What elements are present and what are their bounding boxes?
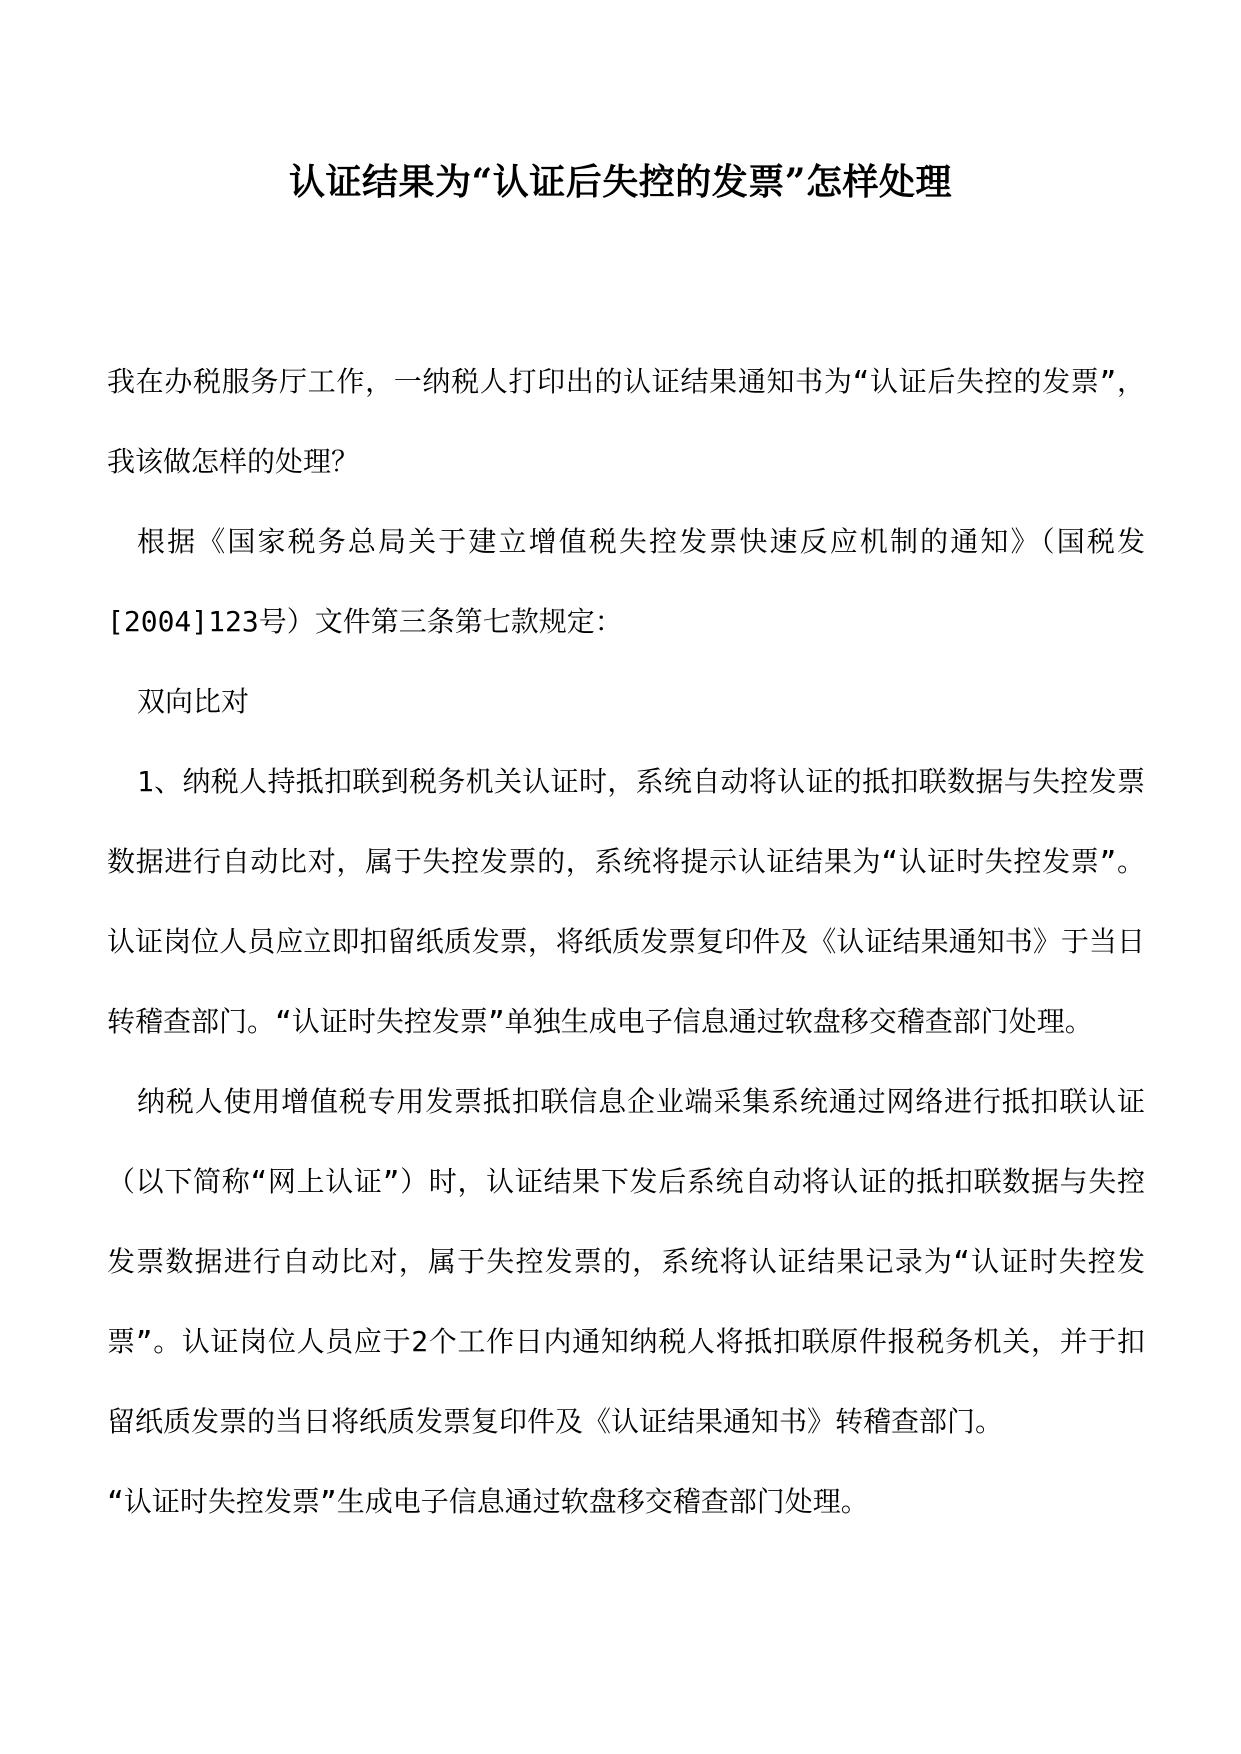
document-title: 认证结果为“认证后失控的发票”怎样处理 (289, 161, 952, 203)
document-body (107, 342, 1145, 1542)
paragraph-online-certification: 纳税人使用增值税专用发票抵扣联信息企业端采集系统通过网络进行抵扣联认证（以下简称“网上认证”）时，认证结果下发后系统自动将认证的抵扣联数据与失控发票数据进行自动比对，属于失控发票的，系统将认证结果记录为“认证时失控发票”。认证岗位人员应于2个工作日内通知纳税人将抵扣联原件报税务机关，并于扣留纸质发票的当日将纸质发票复印件及《认证结果通知书》转稽查部门。 (107, 1085, 1145, 1438)
paragraph-item-1: 1、纳税人持抵扣联到税务机关认证时，系统自动将认证的抵扣联数据与失控发票数据进行自动比对，属于失控发票的，系统将提示认证结果为“认证时失控发票”。认证岗位人员应立即扣留纸质发票，将纸质发票复印件及《认证结果通知书》于当日转稽查部门。“认证时失控发票”单独生成电子信息通过软盘移交稽查部门处理。 (107, 765, 1145, 1038)
paragraph-closing: “认证时失控发票”生成电子信息通过软盘移交稽查部门处理。 (107, 1485, 869, 1518)
paragraph-section-heading: 双向比对 (137, 685, 250, 718)
paragraph-regulation-reference: 根据《国家税务总局关于建立增值税失控发票快速反应机制的通知》（国税发[2004]123号）文件第三条第七款规定： (107, 525, 1145, 638)
paragraph-question: 我在办税服务厅工作，一纳税人打印出的认证结果通知书为“认证后失控的发票”，我该做怎样的处理？ (107, 365, 1145, 478)
